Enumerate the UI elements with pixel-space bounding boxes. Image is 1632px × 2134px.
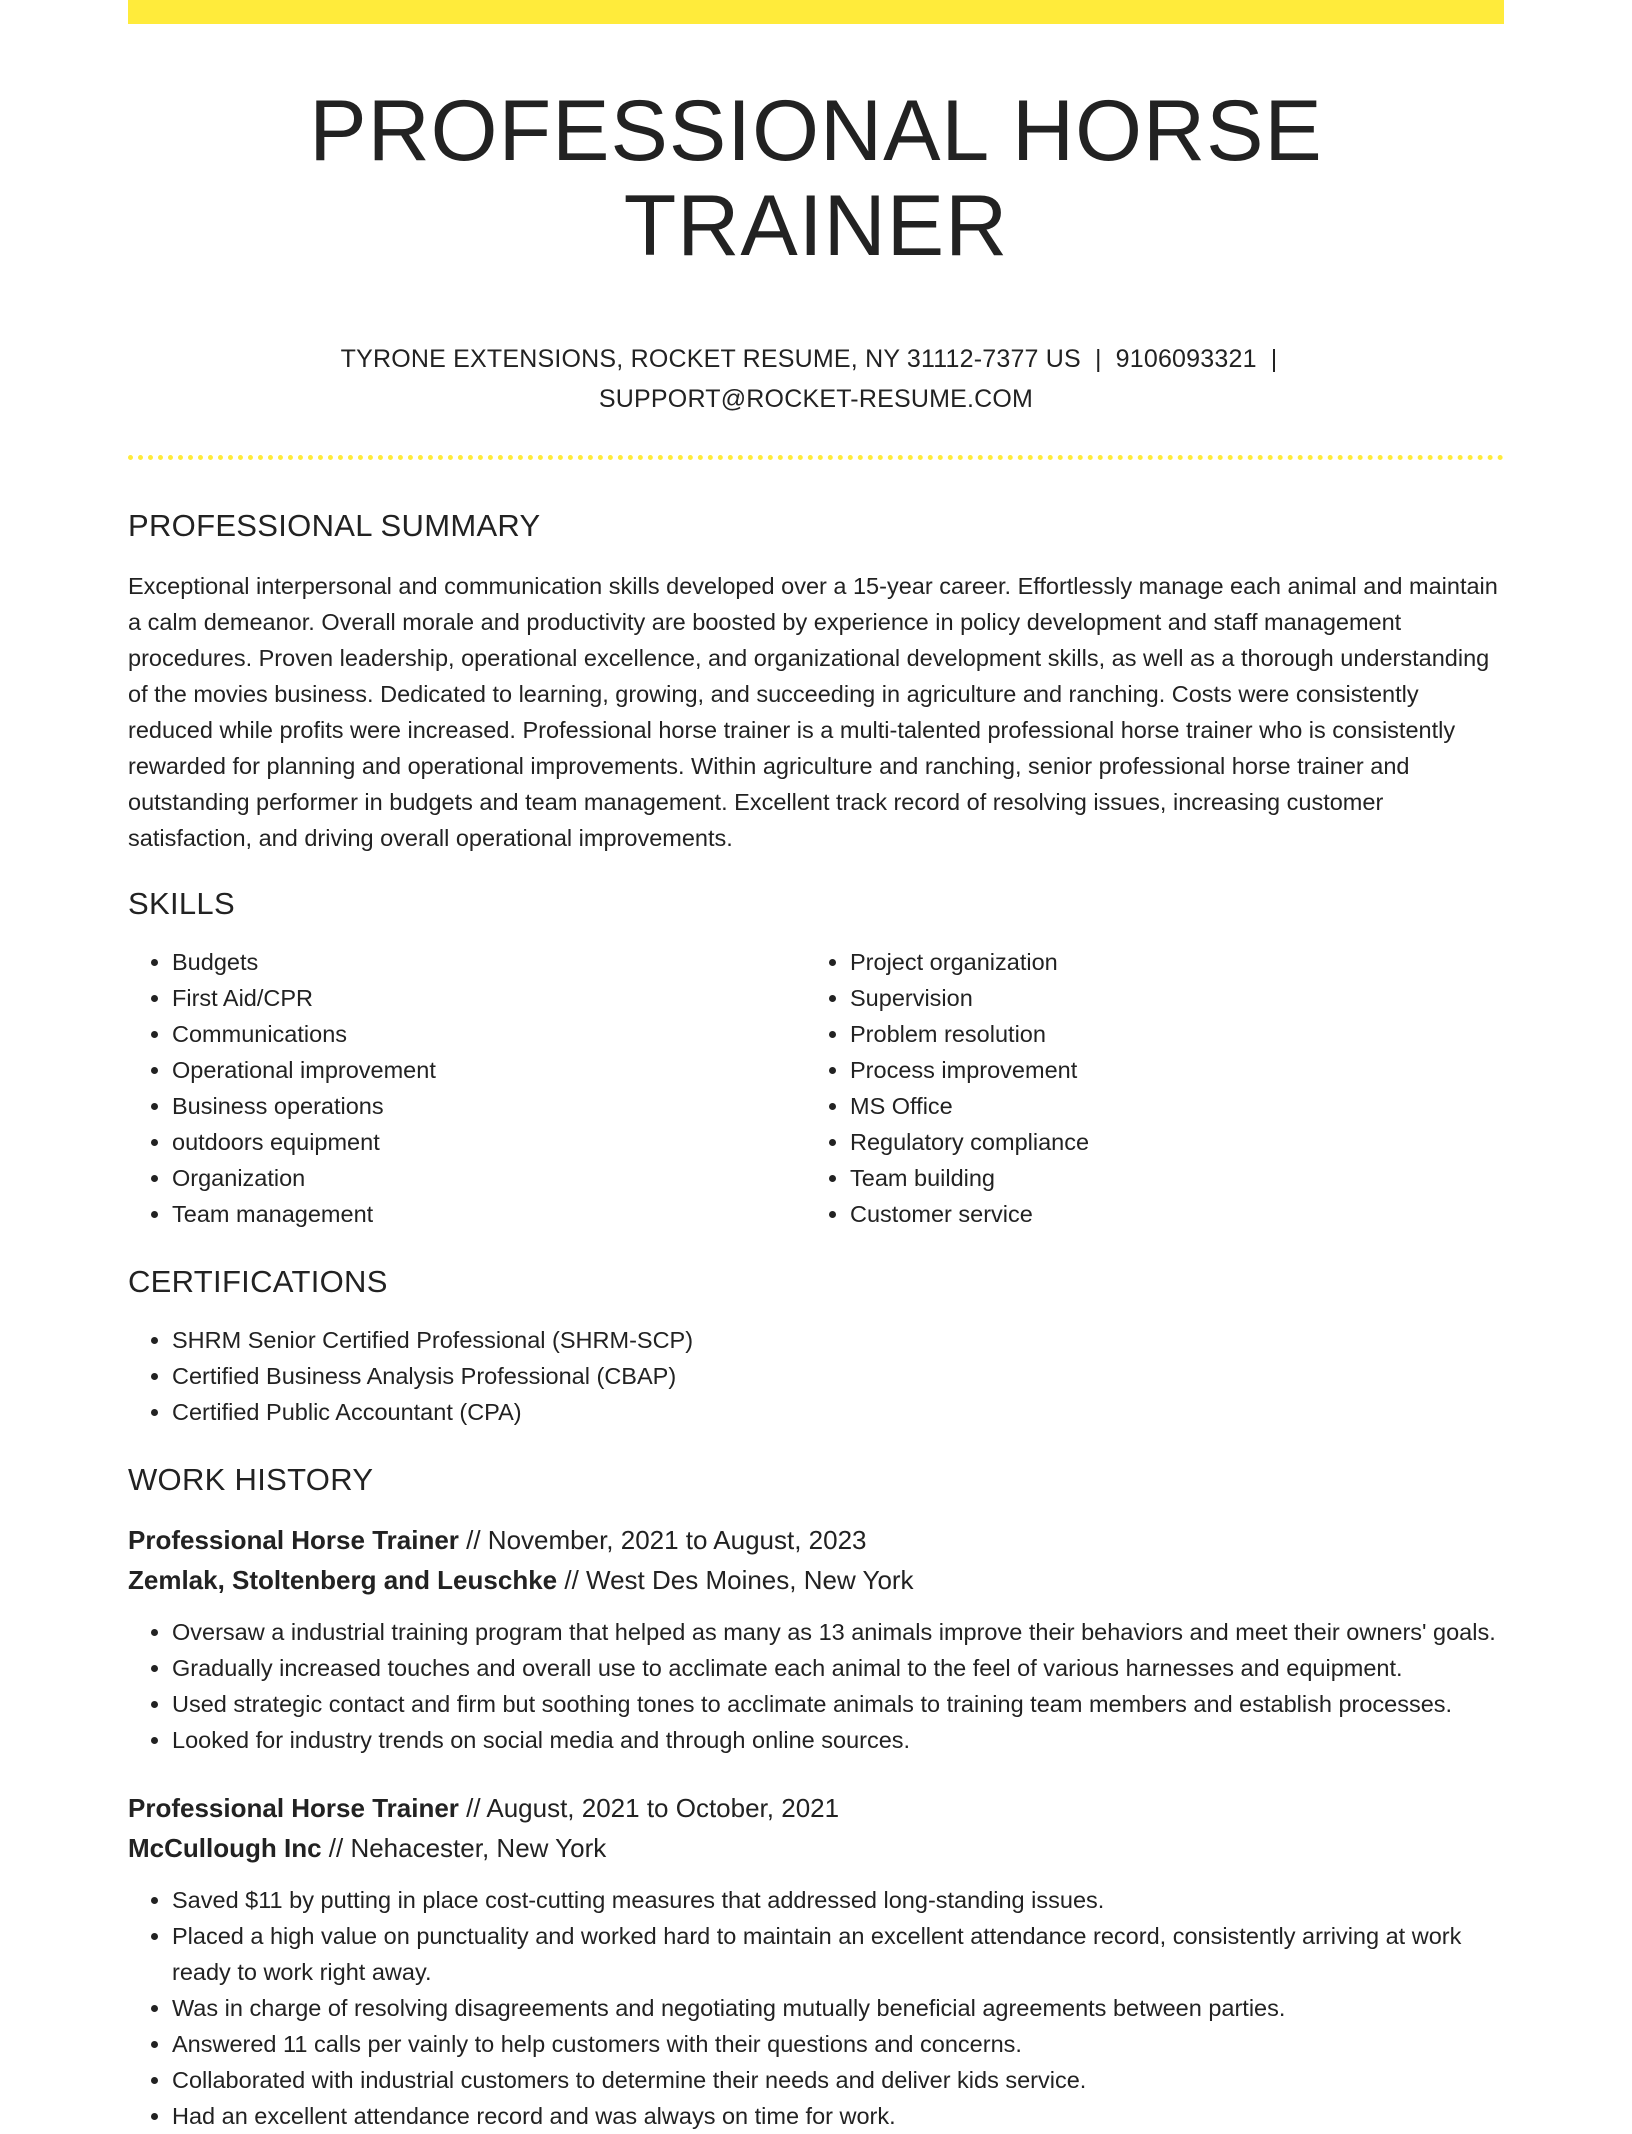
- skill-item: • Regulatory compliance: [850, 1124, 1484, 1160]
- job-dates: // November, 2021 to August, 2023: [458, 1525, 867, 1556]
- skill-item: • Customer service: [850, 1196, 1484, 1232]
- contact-separator: |: [1094, 345, 1102, 374]
- skill-item: • Supervision: [850, 980, 1484, 1016]
- job-bullet: • Was in charge of resolving disagreements and negotiating mutually beneficial agreements between parties.: [172, 1990, 1504, 2026]
- job-bullet: • Oversaw a industrial training program that helped as many as 13 animals improve their behaviors and meet their owners' goals.: [172, 1614, 1504, 1650]
- job-location: // Nehacester, New York: [321, 1833, 607, 1864]
- skills-column-left: [128, 944, 806, 1232]
- skill-item: • Operational improvement: [172, 1052, 806, 1088]
- skill-item: • Team building: [850, 1160, 1484, 1196]
- skill-item: • Team management: [172, 1196, 806, 1232]
- accent-top-bar: [128, 0, 1504, 24]
- job-bullet: • Answered 11 calls per vainly to help customers with their questions and concerns.: [172, 2026, 1504, 2062]
- job-bullet: • Looked for industry trends on social media and through online sources.: [172, 1722, 1504, 1758]
- job-bullet: • Had an excellent attendance record and was always on time for work.: [172, 2098, 1504, 2134]
- job-header: [128, 1520, 1504, 1600]
- job-title: Professional Horse Trainer: [128, 1793, 459, 1824]
- job-title: Professional Horse Trainer: [128, 1525, 459, 1556]
- skill-item: • outdoors equipment: [172, 1124, 806, 1160]
- skill-item: • Business operations: [172, 1088, 806, 1124]
- skill-item: • Communications: [172, 1016, 806, 1052]
- work-history-title: WORK HISTORY: [128, 1462, 374, 1498]
- skills-column-right: [806, 944, 1484, 1232]
- job-bullet-list: [128, 1882, 1504, 2134]
- skill-item: • Budgets: [172, 944, 806, 980]
- skills-list: [128, 944, 1504, 1232]
- job-dates: // August, 2021 to October, 2021: [458, 1793, 840, 1824]
- certification-item: • Certified Public Accountant (CPA): [172, 1394, 1504, 1430]
- contact-address: TYRONE EXTENSIONS, ROCKET RESUME, NY 31112-7377 US: [340, 345, 1081, 374]
- certification-item: • SHRM Senior Certified Professional (SHRM-SCP): [172, 1322, 1504, 1358]
- contact-phone: 9106093321: [1115, 345, 1257, 374]
- skill-item: • Organization: [172, 1160, 806, 1196]
- dotted-divider: [128, 455, 1504, 460]
- contact-info: [128, 339, 1504, 419]
- skills-title: SKILLS: [128, 886, 235, 922]
- summary-title: PROFESSIONAL SUMMARY: [128, 508, 541, 544]
- job-bullet-list: [128, 1614, 1504, 1758]
- skill-item: • MS Office: [850, 1088, 1484, 1124]
- job-bullet: • Placed a high value on punctuality and worked hard to maintain an excellent attendance record, consistently arriving at work ready to work right away.: [172, 1918, 1504, 1990]
- job-bullet: • Used strategic contact and firm but soothing tones to acclimate animals to training team members and establish processes.: [172, 1686, 1504, 1722]
- job-company: McCullough Inc: [128, 1833, 322, 1864]
- job-header: [128, 1788, 1504, 1868]
- contact-email: SUPPORT@ROCKET-RESUME.COM: [598, 385, 1034, 414]
- job-bullet: • Gradually increased touches and overall use to acclimate each animal to the feel of various harnesses and equipment.: [172, 1650, 1504, 1686]
- summary-text: Exceptional interpersonal and communication skills developed over a 15-year career. Effortlessly manage each animal and maintain a calm demeanor. Overall morale and productivity are boosted by experience in policy development and staff management procedures. Proven leadership, operational excellence, and organizational development skills, as well as a thorough understanding of the movies business. Dedicated to learning, growing, and succeeding in agriculture and ranching. Costs were consistently reduced while profits were increased. Professional horse trainer is a multi-talented professional horse trainer who is consistently rewarded for planning and operational improvements. Within agriculture and ranching, senior professional horse trainer and outstanding performer in budgets and team management. Excellent track record of resolving issues, increasing customer satisfaction, and driving overall operational improvements.: [128, 573, 1498, 852]
- resume-page: [128, 0, 1504, 2134]
- contact-separator: |: [1270, 345, 1278, 374]
- job-company: Zemlak, Stoltenberg and Leuschke: [128, 1565, 558, 1596]
- certifications-title: CERTIFICATIONS: [128, 1264, 388, 1300]
- job-bullet: • Saved $11 by putting in place cost-cutting measures that addressed long-standing issues.: [172, 1882, 1504, 1918]
- skill-item: • Process improvement: [850, 1052, 1484, 1088]
- resume-name: PROFESSIONAL HORSE TRAINER: [309, 83, 1323, 274]
- job-location: // West Des Moines, New York: [557, 1565, 914, 1596]
- certifications-list: [128, 1322, 1504, 1430]
- skill-item: • Problem resolution: [850, 1016, 1484, 1052]
- skill-item: • Project organization: [850, 944, 1484, 980]
- skill-item: • First Aid/CPR: [172, 980, 806, 1016]
- certification-item: • Certified Business Analysis Professional (CBAP): [172, 1358, 1504, 1394]
- job-bullet: • Collaborated with industrial customers to determine their needs and deliver kids service.: [172, 2062, 1504, 2098]
